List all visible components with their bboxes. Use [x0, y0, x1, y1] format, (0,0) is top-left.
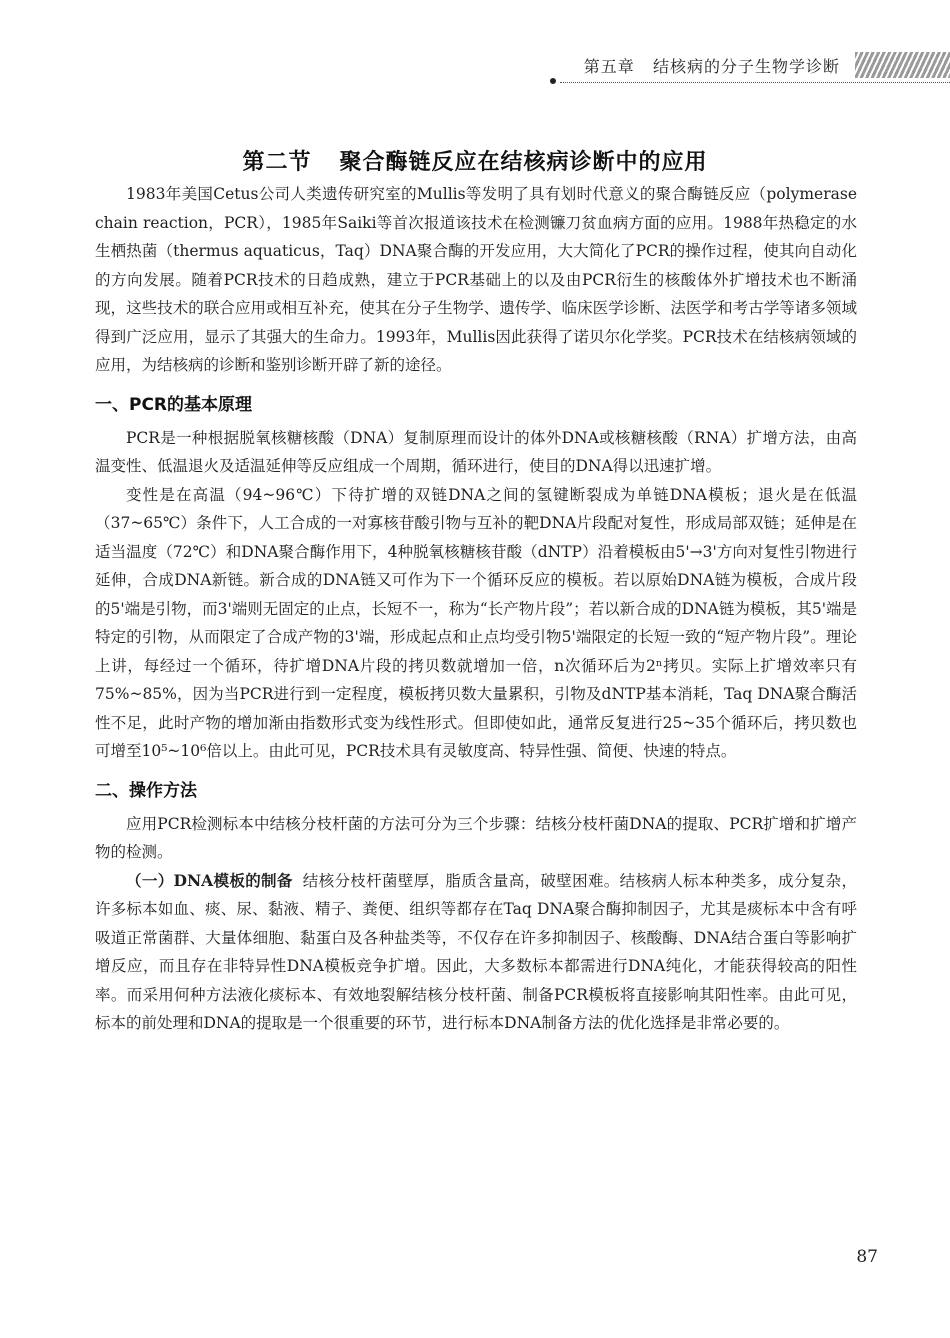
main-content: [95, 180, 857, 1038]
section-number: 第二节: [242, 149, 312, 175]
chapter-title: 结核病的分子生物学诊断: [652, 57, 840, 76]
intro-paragraph: 1983年美国Cetus公司人类遗传研究室的Mullis等发明了具有划时代意义的聚合酶链反应（polymerase chain reaction，PCR），1985年Saiki等首次报道该技术在检测镰刀贫血病方面的应用。1988年热稳定的水生栖热菌（thermus aquaticus，Taq）DNA聚合酶的开发应用，大大简化了PCR的操作过程，使其向自动化的方向发展。随着PCR技术的日趋成熟，建立于PCR基础上的以及由PCR衍生的核酸体外扩增技术也不断涌现，这些技术的联合应用或相互补充，使其在分子生物学、遗传学、临床医学诊断、法医学和考古学等诸多领域得到广泛应用，显示了其强大的生命力。1993年，Mullis因此获得了诺贝尔化学奖。PCR技术在结核病领域的应用，为结核病的诊断和鉴别诊断开辟了新的途径。: [95, 185, 857, 374]
running-header: [530, 48, 950, 88]
header-stripe-decoration: [855, 52, 950, 78]
subsection-heading-principle: 一、PCR的基本原理: [95, 394, 253, 415]
method-paragraph-2: [95, 867, 857, 1038]
dna-template-text: 结核分枝杆菌壁厚，脂质含量高，破壁困难。结核病人标本种类多，成分复杂，许多标本如血、痰、尿、黏液、精子、粪便、组织等都存在Taq DNA聚合酶抑制因子，尤其是痰标本中含有呼吸道正常菌群、大量体细胞、黏蛋白及各种盐类等，不仅存在许多抑制因子、核酸酶、DNA结合蛋白等影响扩增反应，而且存在非特异性DNA模板竞争扩增。因此，大多数标本都需进行DNA纯化，才能获得较高的阳性率。而采用何种方法液化痰标本、有效地裂解结核分枝杆菌、制备PCR模板将直接影响其阳性率。由此可见，标本的前处理和DNA的提取是一个很重要的环节，进行标本DNA制备方法的优化选择是非常必要的。: [95, 871, 857, 1032]
section-title: [0, 145, 950, 176]
running-title: [584, 54, 840, 77]
page-number: 87: [856, 1247, 878, 1267]
principle-paragraph-1: PCR是一种根据脱氧核糖核酸（DNA）复制原理而设计的体外DNA或核糖核酸（RNA）扩增方法，由高温变性、低温退火及适温延伸等反应组成一个周期，循环进行，使目的DNA得以迅速扩增。: [95, 428, 857, 475]
header-dotted-rule: [560, 82, 950, 83]
subsection-heading-method: 二、操作方法: [95, 780, 197, 801]
section-heading: 聚合酶链反应在结核病诊断中的应用: [339, 149, 708, 175]
header-bullet-dot: [550, 78, 556, 84]
dna-template-heading: （一）DNA模板的制备: [126, 870, 293, 890]
method-paragraph-1: 应用PCR检测标本中结核分枝杆菌的方法可分为三个步骤：结核分枝杆菌DNA的提取、PCR扩增和扩增产物的检测。: [95, 814, 857, 861]
chapter-number: 第五章: [583, 57, 635, 76]
principle-paragraph-2: 变性是在高温（94~96℃）下待扩增的双链DNA之间的氢键断裂成为单链DNA模板；退火是在低温（37~65℃）条件下，人工合成的一对寡核苷酸引物与互补的靶DNA片段配对复性，形成局部双链；延伸是在适当温度（72℃）和DNA聚合酶作用下，4种脱氧核糖核苷酸（dNTP）沿着模板由5'→3'方向对复性引物进行延伸，合成DNA新链。新合成的DNA链又可作为下一个循环反应的模板。若以原始DNA链为模板，合成片段的5'端是引物，而3'端则无固定的止点，长短不一，称为“长产物片段”；若以新合成的DNA链为模板，其5'端是特定的引物，从而限定了合成产物的3'端，形成起点和止点均受引物5'端限定的长短一致的“短产物片段”。理论上讲，每经过一个循环，待扩增DNA片段的拷贝数就增加一倍，n次循环后为2ⁿ拷贝。实际上扩增效率只有75%~85%，因为当PCR进行到一定程度，模板拷贝数大量累积，引物及dNTP基本消耗，Taq DNA聚合酶活性不足，此时产物的增加渐由指数形式变为线性形式。但即使如此，通常反复进行25~35个循环后，拷贝数也可增至10⁵~10⁶倍以上。由此可见，PCR技术具有灵敏度高、特异性强、简便、快速的特点。: [95, 485, 857, 760]
